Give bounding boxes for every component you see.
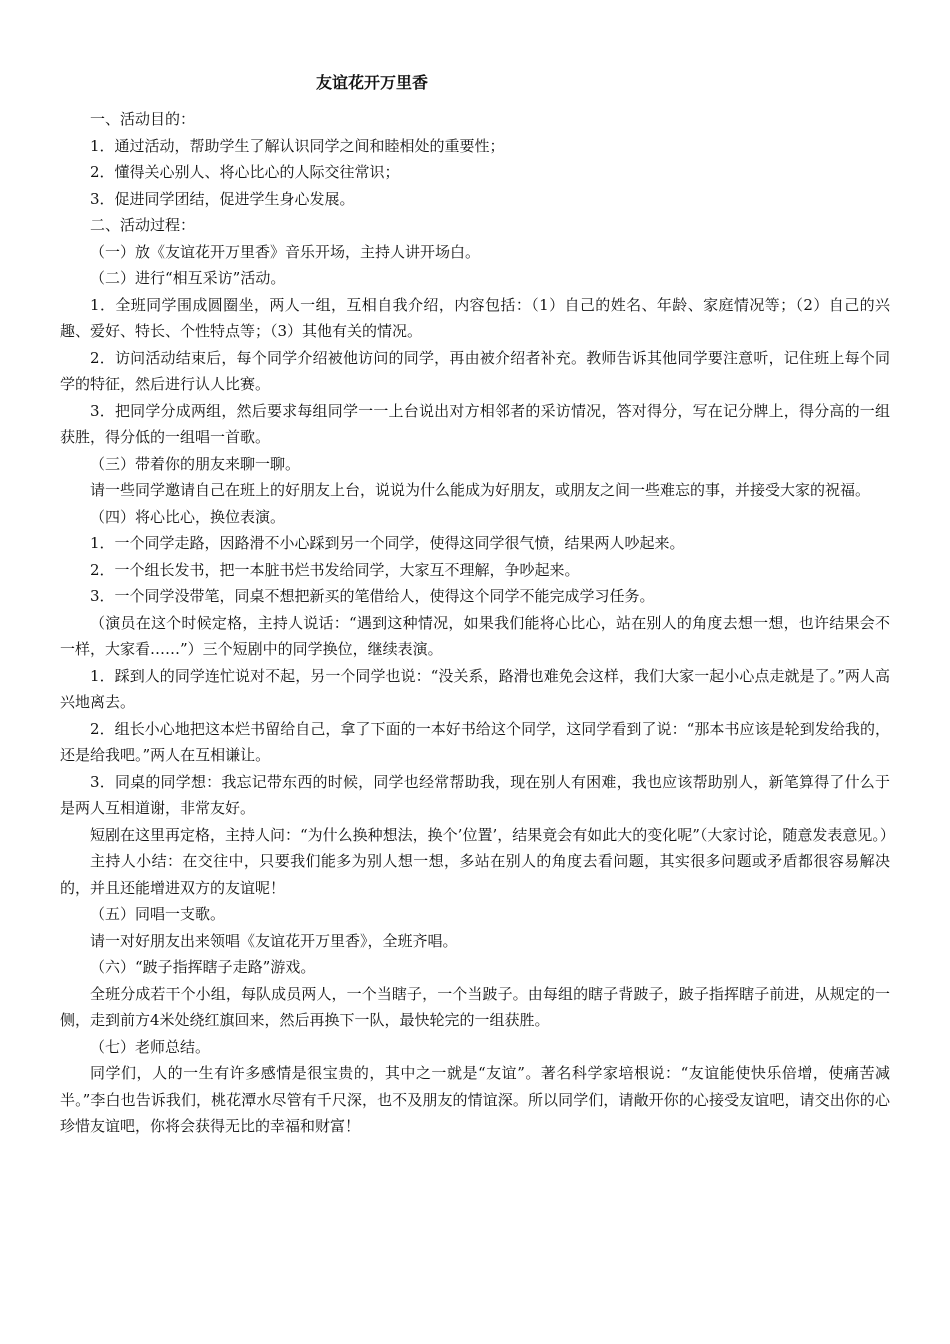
- paragraph: 请一对好朋友出来领唱《友谊花开万里香》，全班齐唱。: [90, 931, 458, 950]
- paragraph: 2．访问活动结束后，每个同学介绍被他访问的同学，再由被介绍者补充。教师告诉其他同学要注意听，记住班上每个同学的特征，然后进行认人比赛。: [60, 348, 890, 393]
- paragraph: （一）放《友谊花开万里香》音乐开场，主持人讲开场白。: [90, 242, 481, 261]
- paragraph: 2．一个组长发书，把一本脏书烂书发给同学，大家互不理解，争吵起来。: [90, 560, 580, 579]
- document-page: [60, 70, 895, 1140]
- paragraph: （四）将心比心，换位表演。: [90, 507, 286, 526]
- paragraph: （三）带着你的朋友来聊一聊。: [90, 454, 301, 473]
- paragraph: 1．一个同学走路，因路滑不小心踩到另一个同学，使得这同学很气愤，结果两人吵起来。: [90, 534, 685, 552]
- paragraph: 2．组长小心地把这本烂书留给自己，拿了下面的一本好书给这个同学，这同学看到了说：“那本书应该是轮到发给我的，还是给我吧。”两人在互相谦让。: [60, 719, 890, 764]
- paragraph: 3．促进同学团结，促进学生身心发展。: [90, 189, 355, 208]
- document-title: 友谊花开万里香: [316, 73, 429, 92]
- paragraph: 同学们，人的一生有许多感情是很宝贵的，其中之一就是“友谊”。著名科学家培根说：“友谊能使快乐倍增，使痛苦减半。”李白也告诉我们，桃花潭水尽管有千尺深，也不及朋友的情谊深。所以同学们，请敞开你的心接受友谊吧，请交出你的心珍惜友谊吧，你将会获得无比的幸福和财富！: [60, 1064, 890, 1135]
- paragraph: （七）老师总结。: [90, 1037, 211, 1056]
- paragraph: 短剧在这里再定格，主持人问：“为什么换种想法，换个’位置’，结果竟会有如此大的变化呢”（大家讨论，随意发表意见。）: [90, 825, 895, 844]
- paragraph: 请一些同学邀请自己在班上的好朋友上台，说说为什么能成为好朋友，或朋友之间一些难忘的事，并接受大家的祝福。: [90, 481, 871, 499]
- paragraph: （二）进行“相互采访”活动。: [90, 269, 286, 287]
- paragraph: 3．把同学分成两组，然后要求每组同学一一上台说出对方相邻者的采访情况，答对得分，写在记分牌上，得分高的一组获胜，得分低的一组唱一首歌。: [60, 401, 890, 446]
- paragraph: 主持人小结：在交往中，只要我们能多为别人想一想，多站在别人的角度去看问题，其实很多问题或矛盾都很容易解决的，并且还能增进双方的友谊呢！: [60, 852, 890, 897]
- paragraph: （五）同唱一支歌。: [90, 905, 226, 923]
- paragraph: 3．同桌的同学想：我忘记带东西的时候，同学也经常帮助我，现在别人有困难，我也应该帮助别人，新笔算得了什么于是两人互相道谢，非常友好。: [60, 772, 890, 817]
- paragraph: 二、活动过程：: [90, 216, 196, 234]
- paragraph: 3．一个同学没带笔，同桌不想把新买的笔借给人，使得这个同学不能完成学习任务。: [90, 587, 655, 605]
- paragraph: （演员在这个时候定格，主持人说话：“遇到这种情况，如果我们能将心比心，站在别人的角度去想一想，也许结果会不一样，大家看……”）三个短剧中的同学换位，继续表演。: [60, 613, 890, 658]
- paragraph: （六）“跛子指挥瞎子走路”游戏。: [90, 958, 316, 976]
- paragraph: 1．全班同学围成圆圈坐，两人一组，互相自我介绍，内容包括：（1）自己的姓名、年龄、家庭情况等；（2）自己的兴趣、爱好、特长、个性特点等；（3）其他有关的情况。: [60, 295, 890, 340]
- paragraph: 1．通过活动，帮助学生了解认识同学之间和睦相处的重要性；: [90, 136, 505, 155]
- paragraph: 一、活动目的：: [90, 110, 196, 128]
- paragraph: 全班分成若干个小组，每队成员两人，一个当瞎子，一个当跛子。由每组的瞎子背跛子，跛子指挥瞎子前进，从规定的一侧，走到前方4米处绕红旗回来，然后再换下一队，最快轮完的一组获胜。: [60, 984, 890, 1029]
- document-body: [60, 106, 895, 1140]
- paragraph: 1．踩到人的同学连忙说对不起，另一个同学也说：“没关系，路滑也难免会这样，我们大家一起小心点走就是了。”两人高兴地离去。: [60, 666, 890, 711]
- paragraph: 2．懂得关心别人、将心比心的人际交往常识；: [90, 163, 400, 181]
